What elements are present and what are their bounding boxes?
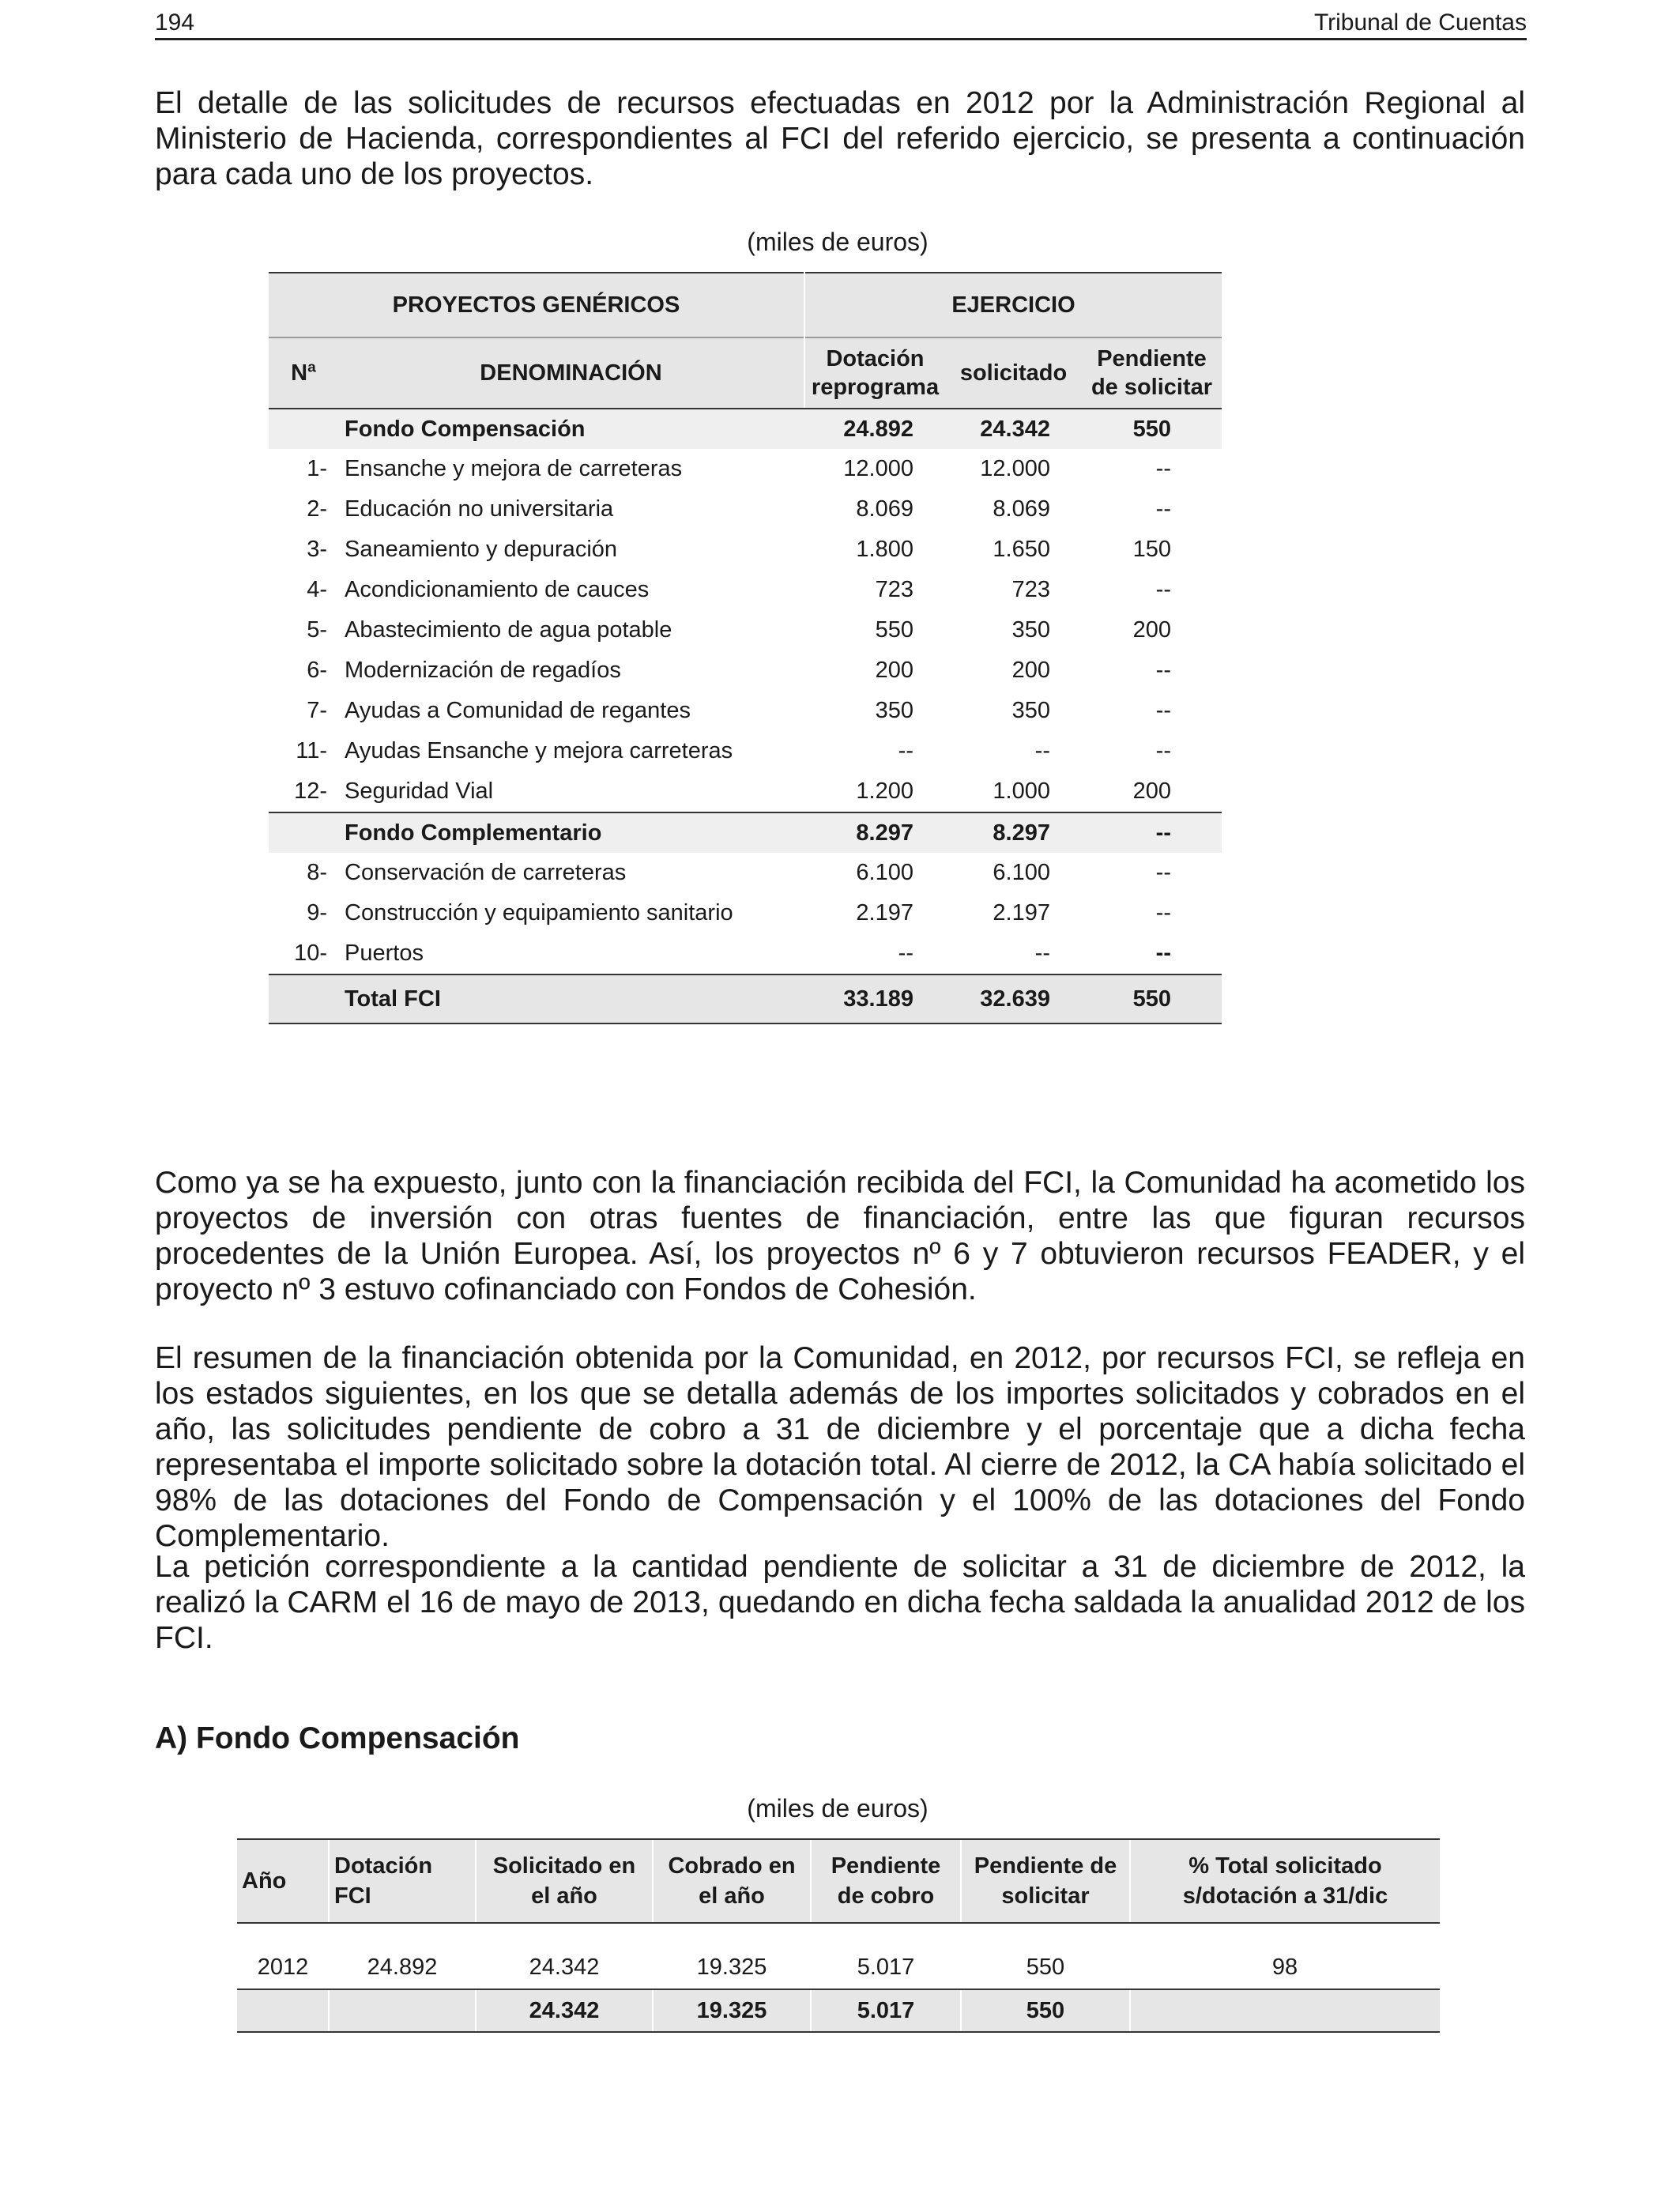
header-porcentaje-solicitado: % Total solicitado s/dotación a 31/dic [1130, 1839, 1440, 1923]
row-name: Conservación de carreteras [345, 860, 627, 885]
total-solicitado: 24.342 [476, 1989, 653, 2032]
total-pendiente-cobro: 5.017 [811, 1989, 961, 2032]
header-pendiente: Pendiente de solicitar [1082, 337, 1222, 409]
row-solicitado: -- [1034, 738, 1050, 763]
table-row [269, 530, 1222, 570]
paragraph-funding-sources: Como ya se ha expuesto, junto con la financiación recibida del FCI, la Comunidad ha acometido los proyectos de inversión con otras fuentes de financiación, entre las que figuran recursos procedentes de la Unión Europea. Así, los proyectos nº 6 y 7 obtuvieron recursos FEADER, y el proyecto nº 3 estuvo cofinanciado con Fondos de Cohesión. [155, 1166, 1525, 1306]
row-no: 6- [307, 658, 327, 683]
row-pendiente: -- [1155, 658, 1171, 683]
header-solicitado: solicitado [945, 337, 1082, 409]
table2-header-row [237, 1839, 1440, 1923]
row-pendiente: -- [1155, 698, 1171, 723]
total-porcentaje [1130, 1989, 1440, 2032]
row-no: 3- [307, 537, 327, 562]
row-pendiente: -- [1155, 577, 1171, 602]
header-pendiente-solicitar: Pendiente de solicitar [961, 1839, 1130, 1923]
total-pendiente-solicitar: 550 [961, 1989, 1130, 2032]
row-pendiente: -- [1155, 900, 1171, 925]
table-row [269, 570, 1222, 610]
row-solicitado: 350 [1011, 698, 1050, 723]
row-name: Saneamiento y depuración [345, 537, 618, 562]
group-solicitado: 8.297 [945, 812, 1082, 853]
row-solicitado: 6.100 [993, 860, 1050, 885]
row-no: 5- [307, 617, 327, 643]
group-dotacion: 24.892 [804, 409, 945, 449]
row-pendiente: -- [1155, 738, 1171, 763]
total-dotacion [329, 1989, 476, 2032]
section-title-fondo-compensacion: A) Fondo Compensación [155, 1721, 520, 1755]
table-row [237, 1946, 1440, 1989]
cell-pendiente-cobro: 5.017 [857, 1954, 915, 1980]
intro-paragraph: El detalle de las solicitudes de recursos efectuadas en 2012 por la Administración Regional al Ministerio de Hacienda, correspondientes al FCI del referido ejercicio, se presenta a continuación para cada uno de los proyectos. [155, 86, 1525, 191]
row-solicitado: 1.000 [993, 778, 1050, 804]
total-anio [237, 1989, 329, 2032]
cell-solicitado: 24.342 [529, 1954, 600, 1980]
group-pendiente: -- [1082, 812, 1222, 853]
table2-unit-label: (miles de euros) [747, 1794, 929, 1823]
row-pendiente: 200 [1132, 778, 1171, 804]
table-row [269, 449, 1222, 489]
row-no: 10- [294, 941, 327, 966]
group-row-fondo-complementario [269, 812, 1222, 853]
row-solicitado: 2.197 [993, 900, 1050, 925]
header-dotacion-fci: Dotación FCI [329, 1839, 476, 1923]
row-solicitado: 723 [1011, 577, 1050, 602]
row-solicitado: 1.650 [993, 537, 1050, 562]
table-row [269, 610, 1222, 650]
row-solicitado: 12.000 [980, 456, 1050, 481]
row-pendiente: -- [1155, 496, 1171, 522]
row-dotacion: 1.200 [856, 778, 913, 804]
table-row [269, 933, 1222, 974]
cell-porcentaje: 98 [1271, 1954, 1298, 1980]
header-anio: Año [237, 1839, 329, 1923]
row-pendiente: 150 [1132, 537, 1171, 562]
row-dotacion: 723 [875, 577, 913, 602]
table1-header-row [269, 337, 1222, 409]
row-no: 4- [307, 577, 327, 602]
row-name: Educación no universitaria [345, 496, 614, 522]
table-row [269, 771, 1222, 812]
table1-unit-label: (miles de euros) [747, 228, 929, 256]
row-pendiente: -- [1155, 860, 1171, 885]
row-dotacion: -- [898, 941, 913, 966]
row-no: 12- [294, 778, 327, 804]
row-solicitado: 8.069 [993, 496, 1050, 522]
group-name: Fondo Compensación [338, 409, 804, 449]
header-title: Tribunal de Cuentas [1313, 9, 1527, 36]
table-row [269, 489, 1222, 530]
row-name: Ayudas Ensanche y mejora carreteras [345, 738, 733, 763]
total-pendiente: 550 [1082, 974, 1222, 1023]
table1-header-group-row [269, 273, 1222, 337]
row-solicitado: 350 [1011, 617, 1050, 643]
row-pendiente: -- [1155, 456, 1171, 481]
table-row [269, 691, 1222, 731]
row-solicitado: 200 [1011, 658, 1050, 683]
table-row [269, 650, 1222, 691]
row-dotacion: 200 [875, 658, 913, 683]
row-name: Modernización de regadíos [345, 658, 621, 683]
row-dotacion: -- [898, 738, 913, 763]
fondo-compensacion-table [237, 1838, 1440, 2033]
row-no: 1- [307, 456, 327, 481]
row-name: Construcción y equipamiento sanitario [345, 900, 733, 925]
row-no: 7- [307, 698, 327, 723]
page-number: 194 [155, 9, 195, 36]
row-name: Ayudas a Comunidad de regantes [345, 698, 691, 723]
cell-anio: 2012 [257, 1954, 309, 1980]
cell-cobrado: 19.325 [696, 1954, 767, 1980]
header-denominacion: DENOMINACIÓN [338, 337, 804, 409]
row-dotacion: 2.197 [856, 900, 913, 925]
cell-dotacion: 24.892 [367, 1954, 438, 1980]
total-row [237, 1989, 1440, 2032]
page-header [155, 5, 1527, 40]
paragraph-financing-summary: El resumen de la financiación obtenida por la Comunidad, en 2012, por recursos FCI, se refleja en los estados siguientes, en los que se detalla además de los importes solicitados y cobrados en el año, las solicitudes pendiente de cobro a 31 de diciembre y el porcentaje que a dicha fecha representaba el importe solicitado sobre la dotación total. Al cierre de 2012, la CA había solicitado el 98% de las dotaciones del Fondo de Compensación y el 100% de las dotaciones del Fondo Complementario. [155, 1341, 1525, 1553]
header-cobrado-anio: Cobrado en el año [653, 1839, 811, 1923]
header-solicitado-anio: Solicitado en el año [476, 1839, 653, 1923]
row-dotacion: 8.069 [856, 496, 913, 522]
group-solicitado: 24.342 [945, 409, 1082, 449]
row-dotacion: 12.000 [843, 456, 913, 481]
row-pendiente: 200 [1132, 617, 1171, 643]
table-row [269, 893, 1222, 933]
row-name: Puertos [345, 941, 424, 966]
row-dotacion: 1.800 [856, 537, 913, 562]
row-pendiente: -- [1155, 941, 1171, 966]
header-pendiente-cobro: Pendiente de cobro [811, 1839, 961, 1923]
projects-table [269, 272, 1222, 1024]
row-no: 2- [307, 496, 327, 522]
header-dotacion: Dotación reprograma [804, 337, 945, 409]
row-dotacion: 350 [875, 698, 913, 723]
total-row [269, 974, 1222, 1023]
table-row [269, 853, 1222, 893]
total-solicitado: 32.639 [945, 974, 1082, 1023]
header-proyectos-genericos: PROYECTOS GENÉRICOS [269, 273, 804, 337]
group-row-fondo-compensacion [269, 409, 1222, 449]
group-name: Fondo Complementario [338, 812, 804, 853]
row-name: Acondicionamiento de cauces [345, 577, 650, 602]
total-cobrado: 19.325 [653, 1989, 811, 2032]
row-name: Ensanche y mejora de carreteras [345, 456, 683, 481]
total-dotacion: 33.189 [804, 974, 945, 1023]
row-no: 11- [296, 738, 327, 763]
row-name: Abastecimiento de agua potable [345, 617, 672, 643]
group-dotacion: 8.297 [804, 812, 945, 853]
row-dotacion: 550 [875, 617, 913, 643]
table-row [269, 731, 1222, 771]
header-ejercicio: EJERCICIO [804, 273, 1222, 337]
row-name: Seguridad Vial [345, 778, 494, 804]
header-no: Nª [269, 337, 338, 409]
row-no: 8- [307, 860, 327, 885]
group-pendiente: 550 [1082, 409, 1222, 449]
row-solicitado: -- [1034, 941, 1050, 966]
paragraph-pending-request: La petición correspondiente a la cantidad pendiente de solicitar a 31 de diciembre de 2012, la realizó la CARM el 16 de mayo de 2013, quedando en dicha fecha saldada la anualidad 2012 de los FCI. [155, 1550, 1525, 1655]
cell-pendiente-solicitar: 550 [1026, 1954, 1065, 1980]
row-no: 9- [307, 900, 327, 925]
total-name: Total FCI [338, 974, 804, 1023]
row-dotacion: 6.100 [856, 860, 913, 885]
